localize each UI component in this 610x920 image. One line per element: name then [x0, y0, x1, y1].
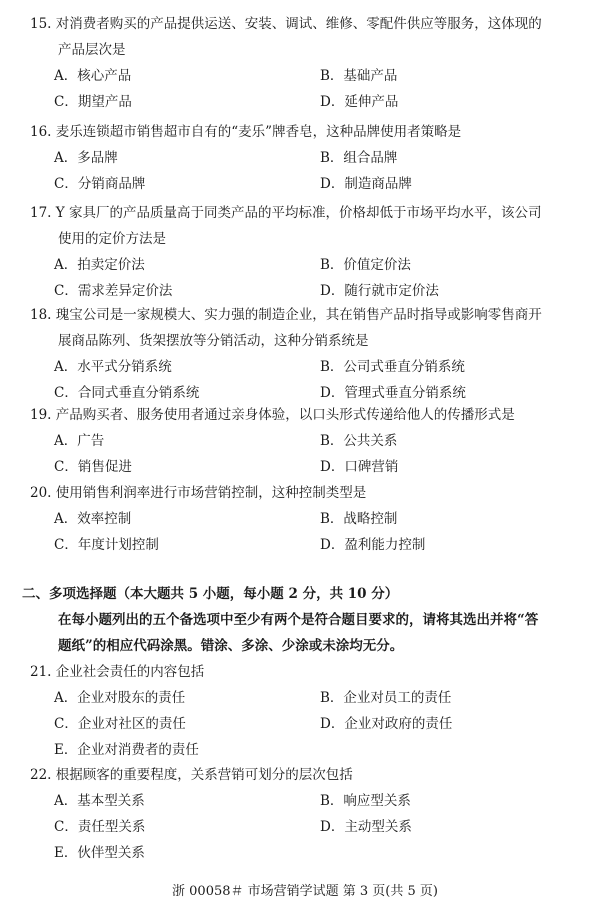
option-c: C．年度计划控制 — [54, 537, 159, 553]
question-19 — [30, 402, 590, 480]
question-number: 19. — [30, 407, 52, 423]
question-number: 20. — [30, 485, 52, 501]
option-c: C．分销商品牌 — [54, 176, 146, 192]
option-c: C．合同式垂直分销系统 — [54, 385, 200, 401]
option-c: C．需求差异定价法 — [54, 283, 173, 299]
question-number: 22. — [30, 767, 52, 783]
question-text: 根据顾客的重要程度，关系营销可划分的层次包括 — [55, 767, 353, 783]
option-b: B．价值定价法 — [320, 257, 411, 273]
question-number: 17. — [30, 205, 52, 221]
option-row — [30, 685, 590, 711]
option-b: B．基础产品 — [320, 68, 398, 84]
option-row — [30, 278, 590, 304]
question-text-cont: 展商品陈列、货架摆放等分销活动，这种分销系统是 — [58, 333, 369, 349]
option-d: D．口碑营销 — [320, 459, 399, 475]
section-heading: 二、多项选择题（本大题共 5 小题，每小题 2 分，共 10 分） — [22, 586, 399, 602]
section-instructions-cont: 题纸”的相应代码涂黑。错涂、多涂、少涂或未涂均无分。 — [58, 638, 404, 654]
option-b: B．响应型关系 — [320, 793, 411, 809]
question-number: 16. — [30, 124, 52, 140]
option-d: D．主动型关系 — [320, 819, 412, 835]
option-row — [30, 171, 590, 197]
option-b: B．战略控制 — [320, 511, 398, 527]
option-c: C．销售促进 — [54, 459, 132, 475]
question-20 — [30, 480, 590, 558]
option-d: D．管理式垂直分销系统 — [320, 385, 466, 401]
option-b: B．公司式垂直分销系统 — [320, 359, 465, 375]
option-a: A．广告 — [54, 433, 105, 449]
question-text-cont: 使用的定价方法是 — [58, 231, 166, 247]
option-a: A．效率控制 — [54, 511, 132, 527]
option-row — [30, 532, 590, 558]
question-22 — [30, 762, 590, 866]
option-row — [30, 840, 590, 866]
option-row — [30, 506, 590, 532]
option-row — [30, 63, 590, 89]
question-text: 麦乐连锁超市销售超市自有的“麦乐”牌香皂，这种品牌使用者策略是 — [55, 124, 462, 140]
page-footer: 浙 00058＃ 市场营销学试题 第 3 页(共 5 页) — [172, 884, 438, 899]
option-b: B．组合品牌 — [320, 150, 398, 166]
question-18 — [30, 302, 590, 406]
option-d: D．企业对政府的责任 — [320, 716, 453, 732]
option-d: D．延伸产品 — [320, 94, 399, 110]
question-number: 21. — [30, 664, 52, 680]
option-row — [30, 252, 590, 278]
option-row — [30, 814, 590, 840]
question-number: 18. — [30, 307, 52, 323]
option-a: A．基本型关系 — [54, 793, 145, 809]
option-c: C．责任型关系 — [54, 819, 146, 835]
option-b: B．企业对员工的责任 — [320, 690, 452, 706]
question-text: 企业社会责任的内容包括 — [55, 664, 205, 680]
question-text: 产品购买者、服务使用者通过亲身体验，以口头形式传递给他人的传播形式是 — [55, 407, 515, 423]
option-c: C．企业对社区的责任 — [54, 716, 186, 732]
option-a: A．核心产品 — [54, 68, 132, 84]
question-text-cont: 产品层次是 — [58, 42, 126, 58]
option-a: A．水平式分销系统 — [54, 359, 172, 375]
option-d: D．随行就市定价法 — [320, 283, 439, 299]
question-21 — [30, 659, 590, 763]
option-row — [30, 145, 590, 171]
option-d: D．盈利能力控制 — [320, 537, 426, 553]
question-15 — [30, 11, 590, 115]
option-b: B．公共关系 — [320, 433, 398, 449]
option-c: C．期望产品 — [54, 94, 132, 110]
option-row — [30, 89, 590, 115]
option-row — [30, 711, 590, 737]
option-row — [30, 428, 590, 454]
question-number: 15. — [30, 16, 52, 32]
option-row — [30, 454, 590, 480]
option-row — [30, 737, 590, 763]
option-e: E．伙伴型关系 — [54, 845, 145, 861]
option-row — [30, 354, 590, 380]
section-instructions: 在每小题列出的五个备选项中至少有两个是符合题目要求的，请将其选出并将“答 — [58, 612, 539, 628]
option-a: A．企业对股东的责任 — [54, 690, 186, 706]
option-d: D．制造商品牌 — [320, 176, 412, 192]
question-text: 对消费者购买的产品提供运送、安装、调试、维修、零配件供应等服务，这体现的 — [55, 16, 542, 32]
option-a: A．多品牌 — [54, 150, 118, 166]
question-text: Y 家具厂的产品质量高于同类产品的平均标准，价格却低于市场平均水平，该公司 — [55, 205, 542, 221]
question-text: 瑰宝公司是一家规模大、实力强的制造企业，其在销售产品时指导或影响零售商开 — [55, 307, 542, 323]
question-text: 使用销售利润率进行市场营销控制，这种控制类型是 — [55, 485, 367, 501]
option-e: E．企业对消费者的责任 — [54, 742, 199, 758]
question-17 — [30, 200, 590, 304]
option-row — [30, 788, 590, 814]
option-a: A．拍卖定价法 — [54, 257, 145, 273]
question-16 — [30, 119, 590, 197]
section-multiple-choice — [22, 581, 592, 659]
